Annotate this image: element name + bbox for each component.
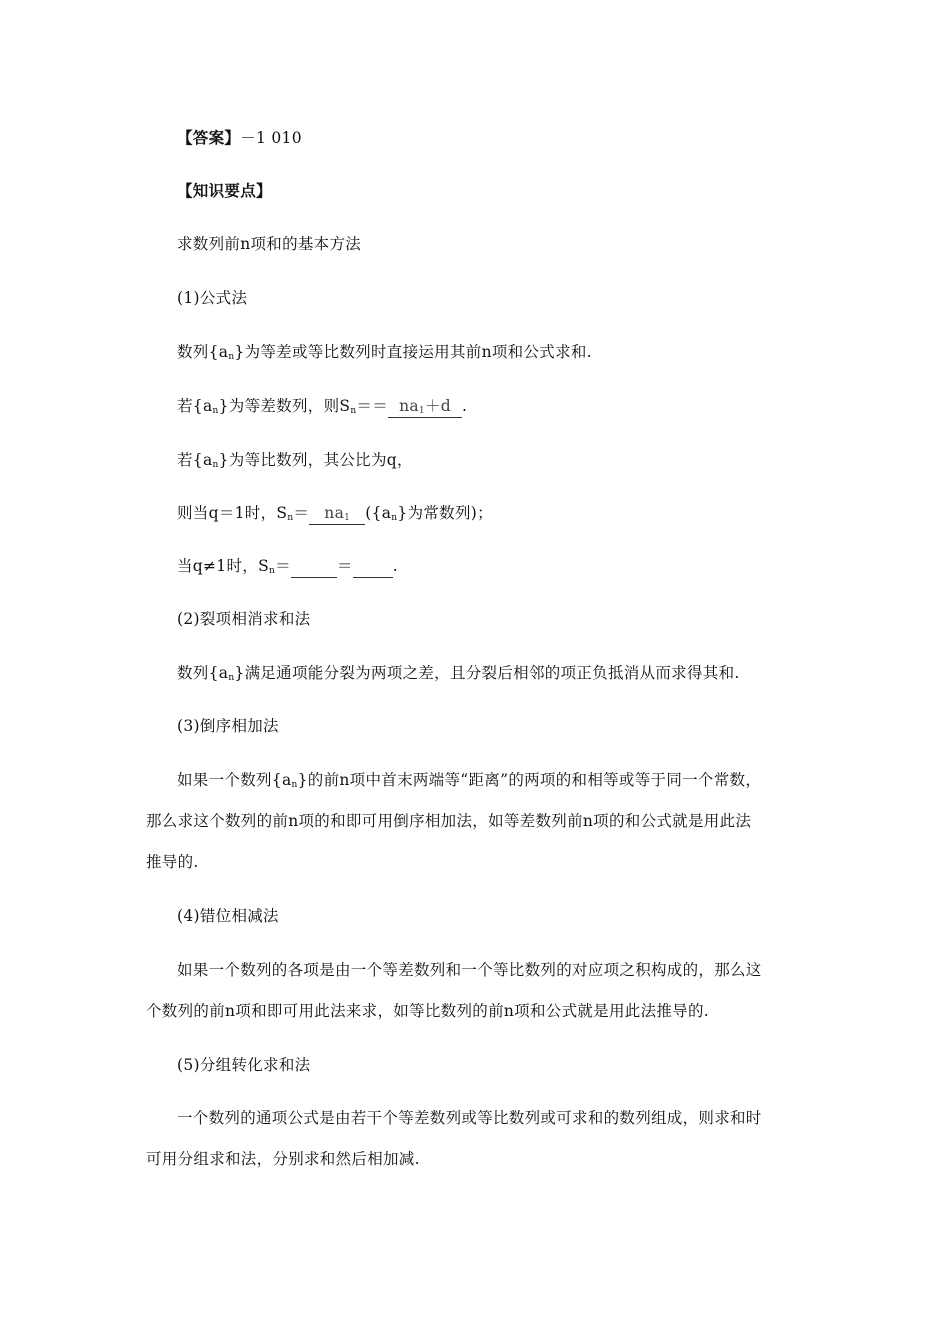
- reverse-line-2: 那么求这个数列的前n项的和即可用倒序相加法，如等差数列前n项的和公式就是用此法: [146, 812, 752, 830]
- answer-blank: [388, 395, 462, 418]
- subscript: n: [212, 460, 219, 470]
- answer-line: [177, 127, 302, 149]
- subscript: n: [228, 673, 235, 683]
- formula-heading: (1)公式法: [177, 289, 248, 307]
- text-fragment: 则当q＝1时，S: [177, 504, 288, 522]
- subscript: n: [391, 513, 398, 523]
- text-fragment: }为等差数列，则S: [218, 397, 351, 415]
- reverse-line-1: [177, 769, 761, 791]
- text-fragment: 数列{a: [177, 343, 229, 361]
- text-fragment: ＝: [336, 557, 353, 575]
- text-fragment: ＝: [275, 557, 291, 575]
- answer-blank: [353, 555, 393, 578]
- subscript: n: [212, 406, 219, 416]
- section-title: 【知识要点】: [177, 181, 272, 200]
- text-fragment: }为等比数列，其公比为q，: [218, 451, 413, 469]
- reverse-heading: (3)倒序相加法: [177, 717, 279, 735]
- text-fragment: 当q≠1时，S: [177, 557, 269, 575]
- text-fragment: 数列{a: [177, 664, 229, 682]
- answer-label: 【答案】: [177, 128, 241, 147]
- blank-text: ＋d: [424, 397, 451, 415]
- formula-line-3: [177, 449, 413, 471]
- text-fragment: }为等差或等比数列时直接运用其前n项和公式求和.: [234, 343, 592, 361]
- text-fragment: 若{a: [177, 451, 213, 469]
- intro-line: 求数列前n项和的基本方法: [177, 235, 362, 253]
- grouping-line-1: 一个数列的通项公式是由若干个等差数列或等比数列或可求和的数列组成，则求和时: [177, 1109, 762, 1127]
- text-fragment: .: [462, 397, 468, 415]
- text-fragment: }的前n项中首末两端等“距离”的两项的和相等或等于同一个常数，: [297, 771, 762, 789]
- text-fragment: ＝: [293, 504, 310, 522]
- subscript: 1: [344, 513, 351, 523]
- text-fragment: ＝＝: [356, 397, 389, 415]
- misaligned-line-2: 个数列的前n项和即可用此法来求，如等比数列的前n项和公式就是用此法推导的.: [146, 1002, 709, 1020]
- misaligned-heading: (4)错位相减法: [177, 907, 279, 925]
- grouping-line-2: 可用分组求和法，分别求和然后相加减.: [146, 1150, 420, 1168]
- telescoping-line: [177, 662, 740, 684]
- grouping-heading: (5)分组转化求和法: [177, 1056, 311, 1074]
- misaligned-line-1: 如果一个数列的各项是由一个等差数列和一个等比数列的对应项之积构成的，那么这: [177, 961, 762, 979]
- formula-line-1: [177, 341, 592, 363]
- formula-line-4: [177, 502, 493, 525]
- subscript: n: [228, 352, 235, 362]
- reverse-line-3: 推导的.: [146, 853, 199, 871]
- subscript: n: [287, 513, 294, 523]
- subscript: n: [350, 406, 357, 416]
- text-fragment: 若{a: [177, 397, 213, 415]
- blank-text: na: [399, 397, 419, 415]
- text-fragment: }为常数列)；: [397, 504, 493, 522]
- formula-line-2: [177, 395, 467, 418]
- text-fragment: .: [392, 557, 398, 575]
- subscript: 1: [418, 406, 425, 416]
- formula-line-5: [177, 555, 398, 578]
- answer-blank: [291, 555, 337, 578]
- text-fragment: }满足通项能分裂为两项之差，且分裂后相邻的项正负抵消从而求得其和.: [234, 664, 740, 682]
- text-fragment: 如果一个数列{a: [177, 771, 292, 789]
- answer-value: －1 010: [240, 129, 302, 147]
- blank-text: na: [324, 504, 345, 522]
- answer-blank: [309, 502, 365, 525]
- text-fragment: ({a: [365, 504, 392, 522]
- telescoping-heading: (2)裂项相消求和法: [177, 610, 311, 628]
- subscript: n: [291, 780, 298, 790]
- subscript: n: [269, 566, 276, 576]
